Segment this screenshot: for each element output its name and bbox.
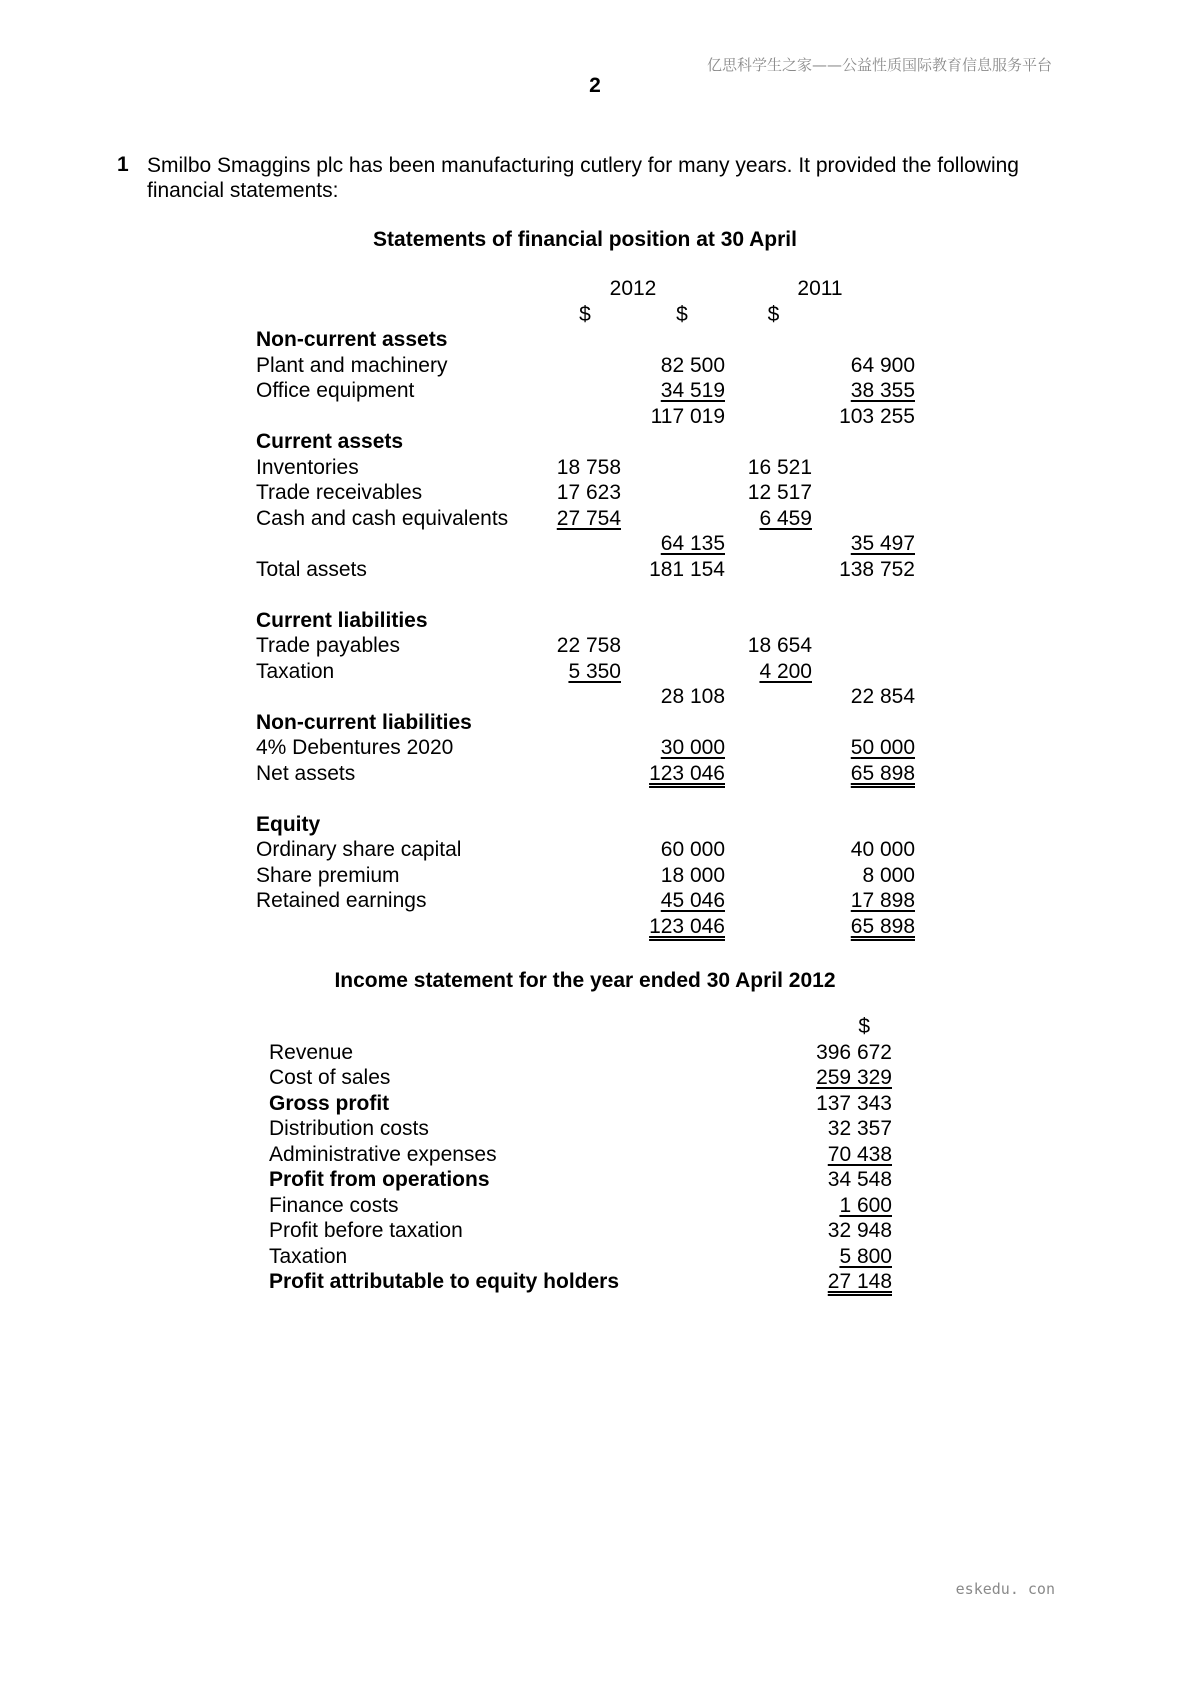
sofp-row-label: Current assets xyxy=(256,430,404,453)
income-row xyxy=(269,1065,892,1091)
income-value: 396 672 xyxy=(816,1040,892,1064)
sofp-value: 38 355 xyxy=(850,379,915,402)
sofp-cell xyxy=(621,888,725,914)
sofp-cell xyxy=(812,888,915,914)
sofp-cell xyxy=(541,735,621,761)
sofp-row xyxy=(256,633,915,659)
sofp-row xyxy=(256,735,915,761)
sofp-year-2012: 2012 xyxy=(609,277,657,300)
sofp-cell xyxy=(621,812,725,838)
sofp-cell xyxy=(725,863,812,889)
sofp-row xyxy=(256,327,915,353)
sofp-cell xyxy=(812,735,915,761)
sofp-cell xyxy=(621,480,725,506)
sofp-value: 12 517 xyxy=(747,481,812,504)
sofp-value: 8 000 xyxy=(862,863,915,887)
sofp-cell xyxy=(541,327,621,353)
sofp-row-label xyxy=(256,914,541,940)
sofp-cell xyxy=(725,761,812,787)
sofp-cell xyxy=(541,353,621,379)
question-text: Smilbo Smaggins plc has been manufacturing cutlery for many years. It provided the following financial statements: xyxy=(147,154,1019,202)
sofp-value: 45 046 xyxy=(660,889,725,912)
sofp-cell xyxy=(812,480,915,506)
sofp-value: 17 898 xyxy=(850,889,915,912)
sofp-cell xyxy=(725,837,812,863)
sofp-cell xyxy=(812,531,915,557)
sofp-cell xyxy=(725,582,812,608)
sofp-cell xyxy=(812,837,915,863)
sofp-cell xyxy=(621,914,725,940)
income-row-label: Revenue xyxy=(269,1040,354,1064)
sofp-cell xyxy=(621,608,725,634)
sofp-currency-row xyxy=(256,302,915,328)
sofp-value: 181 154 xyxy=(649,557,725,581)
sofp-cell xyxy=(812,812,915,838)
sofp-cell xyxy=(812,863,915,889)
sofp-cell xyxy=(621,786,725,812)
sofp-cell xyxy=(541,582,621,608)
sofp-cell xyxy=(621,761,725,787)
sofp-row-label: Trade payables xyxy=(256,634,400,657)
sofp-cell xyxy=(725,480,812,506)
income-row xyxy=(269,1091,892,1117)
sofp-cell xyxy=(725,557,812,583)
sofp-year-2011: 2011 xyxy=(797,277,843,300)
income-cell xyxy=(739,1040,892,1066)
sofp-value: 103 255 xyxy=(839,404,915,428)
sofp-row-label: Trade receivables xyxy=(256,481,423,504)
income-row xyxy=(269,1116,892,1142)
income-row-label: Administrative expenses xyxy=(269,1142,497,1166)
page-number: 2 xyxy=(589,74,601,97)
sofp-value: 60 000 xyxy=(660,838,725,861)
income-value: 259 329 xyxy=(816,1066,892,1089)
income-title: Income statement for the year ended 30 April 2012 xyxy=(334,969,836,992)
sofp-cell xyxy=(541,404,621,430)
sofp-table xyxy=(256,276,915,939)
sofp-cell xyxy=(621,684,725,710)
sofp-value: 50 000 xyxy=(850,736,915,759)
sofp-cell xyxy=(621,837,725,863)
sofp-currency: $ xyxy=(676,302,688,326)
sofp-currency: $ xyxy=(767,302,780,326)
sofp-cell xyxy=(621,353,725,379)
income-row-label: Taxation xyxy=(269,1244,348,1268)
sofp-row xyxy=(256,659,915,685)
sofp-cell xyxy=(725,378,812,404)
sofp-cell xyxy=(812,353,915,379)
sofp-row-label xyxy=(256,582,541,608)
sofp-row xyxy=(256,710,915,736)
sofp-row-label: Inventories xyxy=(256,455,359,479)
sofp-row-label: Office equipment xyxy=(256,379,415,402)
sofp-cell xyxy=(541,888,621,914)
sofp-row-label: Retained earnings xyxy=(256,889,427,912)
sofp-row xyxy=(256,582,915,608)
sofp-cell xyxy=(812,710,915,736)
sofp-cell xyxy=(621,378,725,404)
income-row xyxy=(269,1167,892,1193)
income-row-label: Profit from operations xyxy=(269,1168,490,1191)
sofp-row-label xyxy=(256,684,541,710)
sofp-row-label: Equity xyxy=(256,812,321,836)
sofp-row-label: Plant and machinery xyxy=(256,353,448,377)
sofp-cell xyxy=(541,480,621,506)
sofp-row xyxy=(256,812,915,838)
sofp-row xyxy=(256,863,915,889)
sofp-value: 34 519 xyxy=(660,379,725,402)
sofp-cell xyxy=(541,812,621,838)
sofp-cell xyxy=(541,608,621,634)
sofp-cell xyxy=(725,914,812,940)
income-cell xyxy=(739,1269,892,1295)
sofp-cell xyxy=(725,506,812,532)
sofp-row xyxy=(256,506,915,532)
sofp-cell xyxy=(812,608,915,634)
sofp-cell xyxy=(621,735,725,761)
sofp-row xyxy=(256,429,915,455)
sofp-row-label: Non-current liabilities xyxy=(256,710,472,734)
sofp-cell xyxy=(541,863,621,889)
question-number: 1 xyxy=(117,153,129,176)
sofp-cell xyxy=(621,582,725,608)
income-cell xyxy=(739,1142,892,1168)
sofp-row xyxy=(256,557,915,583)
sofp-value: 22 854 xyxy=(850,685,915,708)
sofp-value: 28 108 xyxy=(660,685,725,708)
sofp-cell xyxy=(812,761,915,787)
income-row xyxy=(269,1040,892,1066)
sofp-cell xyxy=(812,404,915,430)
sofp-cell xyxy=(725,633,812,659)
sofp-row-label xyxy=(256,531,541,557)
sofp-cell xyxy=(541,506,621,532)
sofp-value: 123 046 xyxy=(649,914,725,938)
sofp-row-label: Ordinary share capital xyxy=(256,838,462,861)
sofp-cell xyxy=(725,531,812,557)
sofp-value: 17 623 xyxy=(556,481,621,504)
sofp-cell xyxy=(621,327,725,353)
sofp-cell xyxy=(725,710,812,736)
sofp-row xyxy=(256,455,915,481)
sofp-cell xyxy=(812,786,915,812)
income-row xyxy=(269,1218,892,1244)
sofp-cell xyxy=(812,378,915,404)
sofp-row xyxy=(256,531,915,557)
sofp-cell xyxy=(541,684,621,710)
sofp-value: 27 754 xyxy=(556,506,621,530)
income-value: 32 357 xyxy=(827,1117,892,1140)
sofp-cell xyxy=(541,455,621,481)
sofp-cell xyxy=(725,608,812,634)
income-table xyxy=(269,1014,892,1295)
sofp-cell xyxy=(812,557,915,583)
sofp-cell xyxy=(541,531,621,557)
income-row-label: Finance costs xyxy=(269,1193,399,1217)
income-cell xyxy=(739,1167,892,1193)
income-row xyxy=(269,1244,892,1270)
sofp-row-label: Non-current assets xyxy=(256,328,448,351)
sofp-year-row xyxy=(256,276,915,302)
sofp-row-label xyxy=(256,786,541,812)
income-value: 34 548 xyxy=(827,1168,892,1191)
income-cell xyxy=(739,1091,892,1117)
sofp-value: 6 459 xyxy=(759,506,812,530)
sofp-value: 18 000 xyxy=(660,863,725,887)
sofp-cell xyxy=(621,455,725,481)
income-value: 32 948 xyxy=(827,1219,892,1242)
sofp-row-label: Taxation xyxy=(256,659,335,683)
site-header-note: 亿思科学生之家——公益性质国际教育信息服务平台 xyxy=(706,56,1052,74)
sofp-cell xyxy=(541,837,621,863)
sofp-row xyxy=(256,914,915,940)
sofp-cell xyxy=(541,710,621,736)
sofp-currency: $ xyxy=(579,302,591,326)
sofp-cell xyxy=(541,659,621,685)
sofp-value: 65 898 xyxy=(850,761,915,785)
sofp-cell xyxy=(812,327,915,353)
sofp-cell xyxy=(541,786,621,812)
sofp-cell xyxy=(725,404,812,430)
income-row-label: Distribution costs xyxy=(269,1117,429,1140)
sofp-row xyxy=(256,378,915,404)
sofp-cell xyxy=(725,327,812,353)
sofp-cell xyxy=(621,863,725,889)
sofp-cell xyxy=(541,429,621,455)
sofp-cell xyxy=(725,455,812,481)
sofp-cell xyxy=(621,659,725,685)
sofp-cell xyxy=(621,404,725,430)
sofp-cell xyxy=(621,531,725,557)
sofp-row-label xyxy=(256,404,541,430)
sofp-cell xyxy=(541,761,621,787)
sofp-cell xyxy=(725,812,812,838)
income-value: 5 800 xyxy=(839,1244,892,1268)
sofp-row xyxy=(256,684,915,710)
sofp-cell xyxy=(812,659,915,685)
sofp-value: 18 654 xyxy=(747,634,812,657)
sofp-cell xyxy=(812,582,915,608)
income-cell xyxy=(739,1193,892,1219)
income-value: 27 148 xyxy=(827,1270,892,1293)
sofp-value: 64 135 xyxy=(660,532,725,555)
income-value: 137 343 xyxy=(816,1091,892,1115)
income-row-label: Profit before taxation xyxy=(269,1219,463,1242)
sofp-row xyxy=(256,888,915,914)
sofp-row xyxy=(256,404,915,430)
income-cell xyxy=(739,1244,892,1270)
sofp-cell xyxy=(725,735,812,761)
sofp-value: 35 497 xyxy=(850,532,915,555)
sofp-cell xyxy=(725,786,812,812)
sofp-cell xyxy=(541,378,621,404)
sofp-cell xyxy=(812,684,915,710)
sofp-cell xyxy=(812,455,915,481)
site-footer-note: eskedu. con xyxy=(955,1580,1055,1598)
sofp-row-label: Net assets xyxy=(256,761,356,785)
sofp-value: 5 350 xyxy=(568,659,621,683)
income-currency-row xyxy=(269,1014,892,1040)
sofp-row xyxy=(256,837,915,863)
sofp-value: 65 898 xyxy=(850,914,915,938)
sofp-value: 18 758 xyxy=(556,455,621,479)
sofp-cell xyxy=(812,914,915,940)
income-row xyxy=(269,1193,892,1219)
sofp-row-label: Current liabilities xyxy=(256,608,428,632)
sofp-row-label: Cash and cash equivalents xyxy=(256,506,509,530)
income-value: 70 438 xyxy=(827,1142,892,1166)
sofp-cell xyxy=(621,506,725,532)
sofp-cell xyxy=(725,888,812,914)
sofp-cell xyxy=(541,914,621,940)
sofp-cell xyxy=(812,633,915,659)
sofp-cell xyxy=(541,557,621,583)
sofp-cell xyxy=(621,429,725,455)
income-row-label: Profit attributable to equity holders xyxy=(269,1270,620,1293)
sofp-value: 64 900 xyxy=(850,353,915,377)
sofp-cell xyxy=(621,710,725,736)
sofp-value: 117 019 xyxy=(650,404,725,428)
income-cell xyxy=(739,1116,892,1142)
sofp-value: 22 758 xyxy=(556,634,621,657)
sofp-value: 138 752 xyxy=(839,557,915,581)
sofp-row-label: Share premium xyxy=(256,863,400,887)
income-cell xyxy=(739,1065,892,1091)
sofp-cell xyxy=(725,429,812,455)
income-value: 1 600 xyxy=(839,1193,892,1217)
sofp-value: 30 000 xyxy=(660,736,725,759)
sofp-value: 123 046 xyxy=(649,761,725,785)
sofp-row xyxy=(256,353,915,379)
sofp-cell xyxy=(541,633,621,659)
sofp-cell xyxy=(725,684,812,710)
sofp-title: Statements of financial position at 30 April xyxy=(373,228,797,251)
sofp-cell xyxy=(621,557,725,583)
sofp-value: 40 000 xyxy=(850,838,915,861)
sofp-cell xyxy=(725,353,812,379)
sofp-cell xyxy=(725,659,812,685)
income-cell xyxy=(739,1218,892,1244)
income-currency: $ xyxy=(858,1015,870,1038)
sofp-value: 4 200 xyxy=(759,659,812,683)
sofp-value: 82 500 xyxy=(660,353,725,377)
sofp-cell xyxy=(812,429,915,455)
sofp-row xyxy=(256,761,915,787)
sofp-row-label: 4% Debentures 2020 xyxy=(256,736,454,759)
income-row-label: Gross profit xyxy=(269,1091,390,1115)
sofp-cell xyxy=(812,506,915,532)
sofp-row xyxy=(256,480,915,506)
sofp-row-label: Total assets xyxy=(256,557,367,581)
sofp-value: 16 521 xyxy=(747,455,812,479)
income-row xyxy=(269,1269,892,1295)
income-row-label: Cost of sales xyxy=(269,1066,391,1089)
sofp-cell xyxy=(621,633,725,659)
sofp-row xyxy=(256,608,915,634)
income-row xyxy=(269,1142,892,1168)
sofp-row xyxy=(256,786,915,812)
